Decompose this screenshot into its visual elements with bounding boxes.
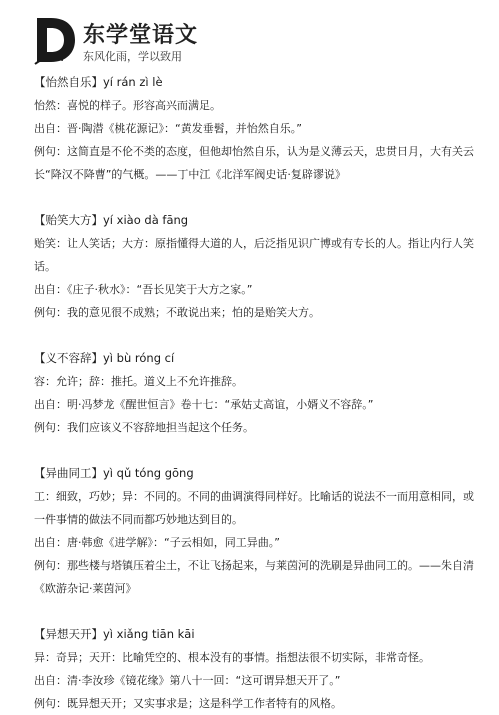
idiom-source: 出自：晋·陶潜《桃花源记》：“黄发垂髫，并怡然自乐。” bbox=[34, 122, 302, 135]
idiom-meaning: 贻笑：让人笑话；大方：原指懂得大道的人，后泛指见识广博或有专长的人。指让内行人笑话。 bbox=[34, 237, 474, 273]
logo-title: 东学堂语文 bbox=[83, 23, 199, 48]
idiom-heading: 【贻笑大方】yí xiào dà fāng bbox=[34, 213, 189, 227]
idiom-entry bbox=[34, 209, 482, 324]
idiom-source: 出自：明·冯梦龙《醒世恒言》卷十七：“承姑丈高谊，小婿义不容辞。” bbox=[34, 398, 374, 411]
idiom-heading: 【异曲同工】yì qǔ tóng gōng bbox=[34, 466, 194, 480]
logo-subtitle: 东风化雨，学以致用 bbox=[83, 50, 182, 63]
idiom-heading: 【怡然自乐】yí rán zì lè bbox=[34, 75, 163, 89]
idiom-meaning: 异：奇异；天开：比喻凭空的、根本没有的事情。指想法很不切实际，非常奇怪。 bbox=[34, 651, 430, 664]
idiom-meaning: 容：允许；辞：推托。道义上不允许推辞。 bbox=[34, 375, 243, 388]
idiom-heading: 【义不容辞】yì bù róng cí bbox=[34, 351, 175, 365]
idiom-example: 例句：我的意见很不成熟；不敢说出来；怕的是贻笑大方。 bbox=[34, 306, 320, 319]
idiom-example: 例句：那些楼与塔镇压着尘土，不让飞扬起来，与莱茵河的洗刷是异曲同工的。——朱自清《欧游杂记·莱茵河》 bbox=[34, 559, 474, 595]
logo-d-mark-icon bbox=[33, 14, 77, 66]
idiom-entry bbox=[34, 347, 482, 439]
idiom-entry bbox=[34, 623, 482, 715]
idiom-meaning: 怡然：喜悦的样子。形容高兴而满足。 bbox=[34, 99, 221, 112]
idiom-source: 出自：《庄子·秋水》：“吾长见笑于大方之家。” bbox=[34, 283, 253, 296]
idiom-entry bbox=[34, 71, 482, 186]
idiom-example: 例句：我们应该义不容辞地担当起这个任务。 bbox=[34, 421, 254, 434]
idiom-example: 例句：既异想天开；又实事求是；这是科学工作者特有的风格。 bbox=[34, 697, 342, 710]
idiom-meaning: 工：细致，巧妙；异：不同的。不同的曲调演得同样好。比喻话的说法不一而用意相同，或一件事情的做法不同而都巧妙地达到目的。 bbox=[34, 490, 474, 526]
idiom-source: 出自：唐·韩愈《进学解》：“子云相如，同工异曲。” bbox=[34, 536, 280, 549]
idiom-example: 例句：这简直是不伦不类的态度，但他却怡然自乐，认为是义薄云天，忠贯日月，大有关云长“降汉不降曹”的气概。——丁中江《北洋军阀史话·复辟谬说》 bbox=[34, 145, 474, 181]
idiom-list bbox=[34, 71, 482, 715]
brand-logo bbox=[33, 14, 233, 74]
idiom-heading: 【异想天开】yì xiǎng tiān kāi bbox=[34, 627, 195, 641]
idiom-source: 出自：清·李汝珍《镜花缘》第八十一回：“这可谓异想天开了。” bbox=[34, 674, 341, 687]
idiom-entry bbox=[34, 462, 482, 600]
